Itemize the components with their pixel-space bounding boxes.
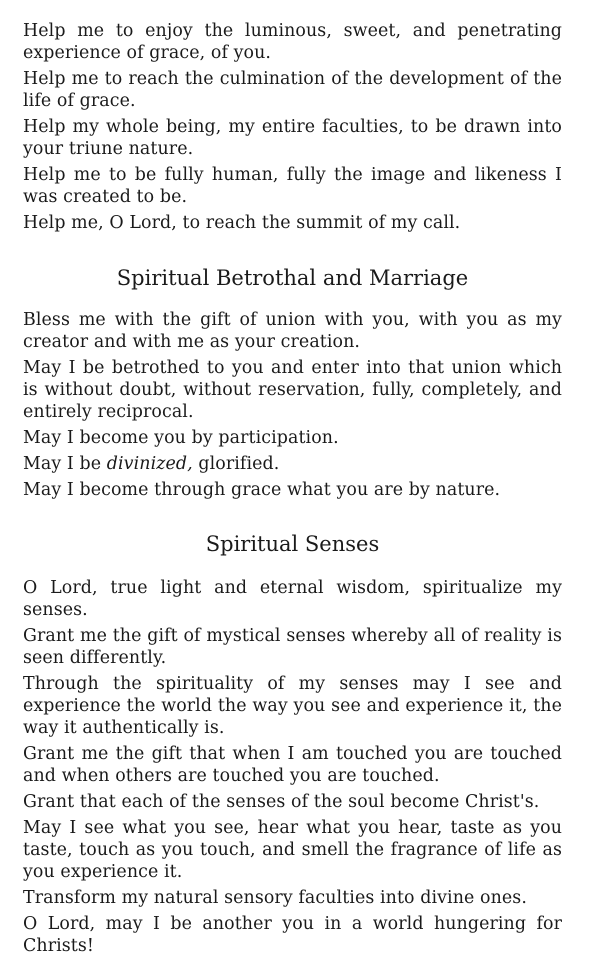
prayer-line: Help me, O Lord, to reach the summit of my call.: [23, 213, 461, 233]
prayer-line: May I become you by participation.: [23, 428, 339, 448]
prayer-line: Through the spirituality of my senses may I see and experience the world the way you see and experience it, the way it authentically is.: [23, 674, 562, 738]
intro-section: [23, 20, 562, 234]
prayer-line: O Lord, may I be another you in a world hungering for Christs!: [23, 914, 562, 956]
prayer-line: Help my whole being, my entire faculties, to be drawn into your triune nature.: [23, 117, 562, 159]
prayer-line: Bless me with the gift of union with you, with you as my creator and with me as your creation.: [23, 310, 562, 352]
divinized-after: glorified.: [192, 454, 280, 474]
prayer-line: May I become through grace what you are by nature.: [23, 480, 501, 500]
page-content: [23, 20, 562, 961]
section-heading-betrothal: Spiritual Betrothal and Marriage: [116, 266, 469, 290]
prayer-line: May I see what you see, hear what you hear, taste as you taste, touch as you touch, and smell the fragrance of life as you experience it.: [23, 818, 562, 882]
prayer-line: Grant me the gift of mystical senses whereby all of reality is seen differently.: [23, 626, 562, 668]
prayer-line-divinized: [23, 453, 562, 475]
section-heading-senses: Spiritual Senses: [205, 532, 380, 556]
prayer-line: May I be betrothed to you and enter into that union which is without doubt, without reservation, fully, completely, and entirely reciprocal.: [23, 358, 562, 422]
prayer-line: O Lord, true light and eternal wisdom, spiritualize my senses.: [23, 578, 562, 620]
betrothal-section: [23, 265, 562, 501]
prayer-line: Help me to reach the culmination of the development of the life of grace.: [23, 69, 562, 111]
divinized-before: May I be: [23, 454, 107, 474]
prayer-line: Help me to enjoy the luminous, sweet, and penetrating experience of grace, of you.: [23, 21, 562, 63]
divinized-italic-word: divinized,: [106, 454, 193, 474]
prayer-line: Grant me the gift that when I am touched you are touched and when others are touched you are touched.: [23, 744, 562, 786]
senses-section: [23, 531, 562, 957]
prayer-line: Help me to be fully human, fully the image and likeness I was created to be.: [23, 165, 562, 207]
prayer-line: Transform my natural sensory faculties into divine ones.: [23, 888, 527, 908]
prayer-line: Grant that each of the senses of the soul become Christ's.: [23, 792, 540, 812]
